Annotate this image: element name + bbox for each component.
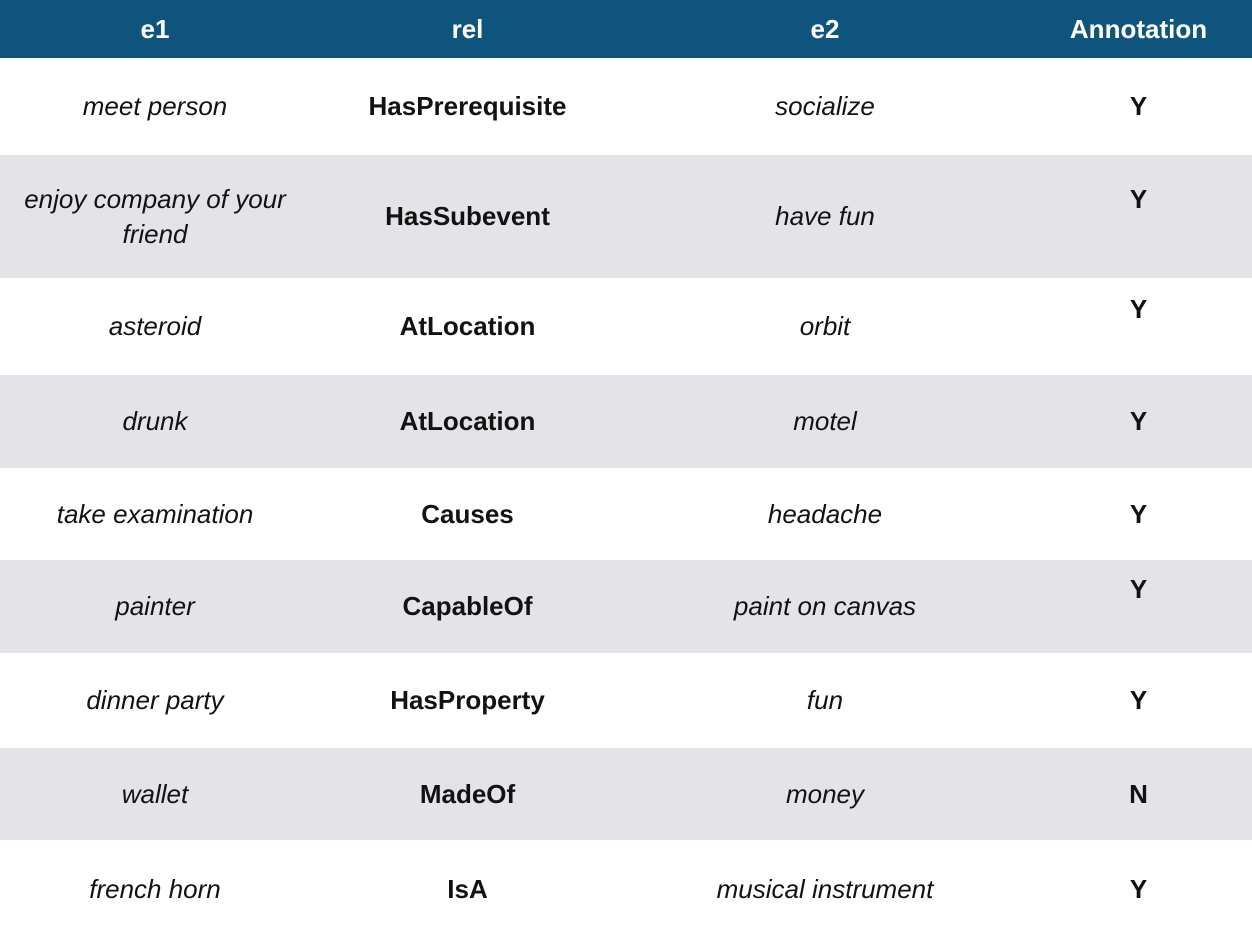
cell-rel: MadeOf	[419, 778, 516, 809]
cell-e2: have fun	[775, 201, 875, 232]
cell-annotation: Y	[1129, 498, 1148, 529]
cell-e1: painter	[115, 591, 195, 622]
table-row	[0, 278, 1252, 375]
cell-annotation: Y	[1129, 406, 1148, 437]
table-row	[0, 560, 1252, 653]
table-row	[0, 748, 1252, 840]
cell-e2: musical instrument	[716, 873, 934, 904]
column-header-rel: rel	[451, 13, 484, 44]
cell-annotation: Y	[1129, 873, 1148, 904]
cell-rel: HasPrerequisite	[368, 91, 567, 122]
cell-e1: asteroid	[108, 311, 202, 342]
cell-e1: meet person	[82, 91, 228, 122]
cell-e2: orbit	[799, 311, 851, 342]
cell-e1: wallet	[121, 778, 189, 809]
cell-annotation: Y	[1129, 685, 1148, 716]
cell-rel: CapableOf	[402, 591, 533, 622]
cell-rel: AtLocation	[399, 406, 536, 437]
cell-rel: AtLocation	[399, 311, 536, 342]
cell-annotation: Y	[1129, 574, 1148, 605]
cell-e2: headache	[767, 498, 883, 529]
cell-e1: dinner party	[86, 685, 224, 716]
table-row	[0, 375, 1252, 468]
cell-e2: money	[785, 778, 865, 809]
table-row	[0, 840, 1252, 938]
cell-e2: motel	[793, 406, 857, 437]
cell-annotation: N	[1129, 778, 1148, 809]
cell-annotation: Y	[1129, 91, 1148, 122]
cell-e2: socialize	[775, 91, 875, 122]
cell-annotation: Y	[1129, 184, 1148, 215]
table-row	[0, 653, 1252, 748]
column-header-annotation: Annotation	[1069, 13, 1208, 44]
cell-e2: paint on canvas	[733, 591, 917, 622]
cell-annotation: Y	[1129, 294, 1148, 325]
table-header-row	[0, 0, 1252, 58]
cell-rel: Causes	[421, 498, 514, 529]
column-header-e2: e2	[810, 13, 840, 44]
column-header-e1: e1	[140, 13, 170, 44]
cell-e1: french horn	[89, 873, 221, 904]
cell-e1: enjoy company of your friend	[24, 184, 286, 249]
cell-rel: HasSubevent	[385, 201, 550, 232]
table-body	[0, 58, 1252, 938]
cell-rel: HasProperty	[390, 685, 545, 716]
cell-e1: drunk	[122, 406, 188, 437]
cell-e2: fun	[806, 685, 844, 716]
cell-e1: take examination	[56, 498, 254, 529]
cell-rel: IsA	[447, 873, 488, 904]
table-row	[0, 155, 1252, 278]
